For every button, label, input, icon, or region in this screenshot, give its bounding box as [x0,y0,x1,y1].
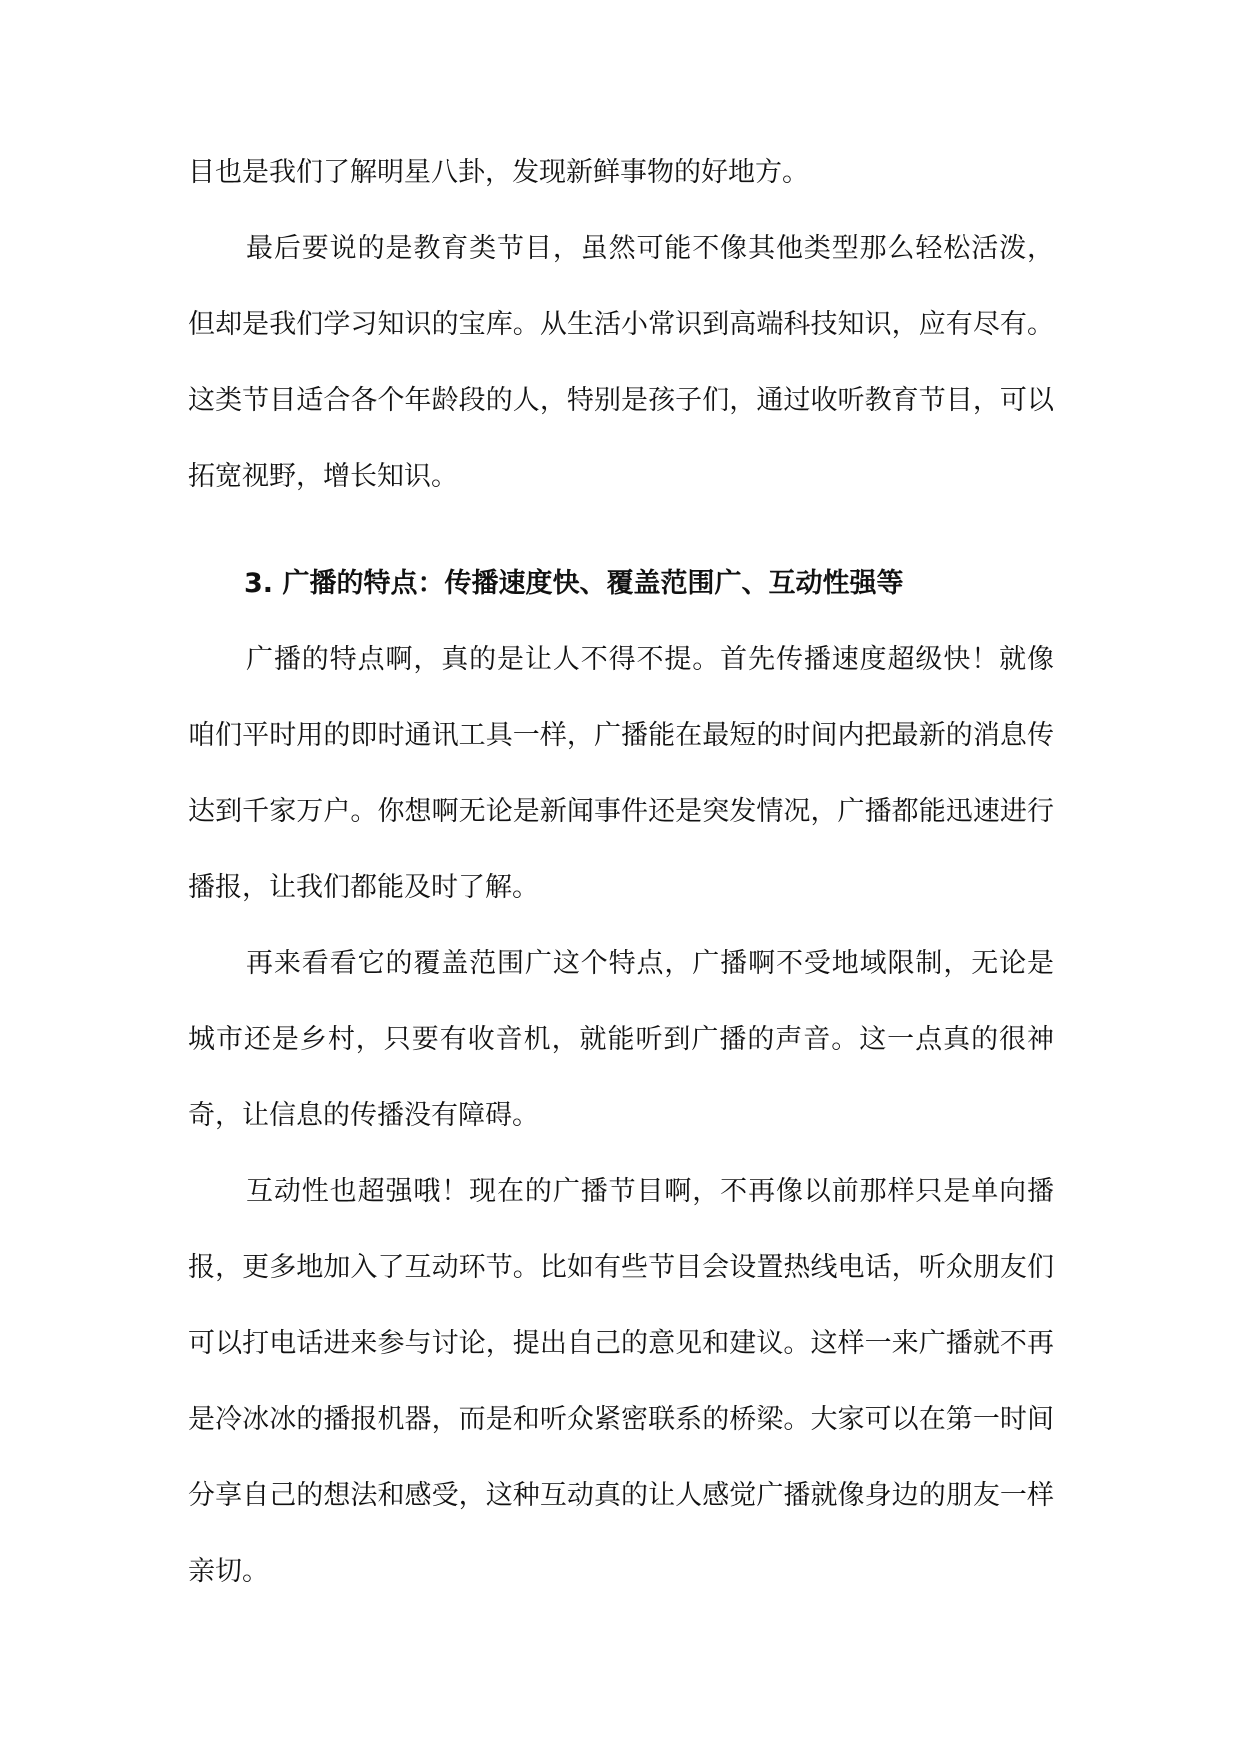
paragraph-continued: 目也是我们了解明星八卦，发现新鲜事物的好地方。 [188,157,809,188]
body-text-lower [188,622,1054,1610]
paragraph-interactivity: 互动性也超强哦！现在的广播节目啊，不再像以前那样只是单向播报，更多地加入了互动环节。比如有些节目会设置热线电话，听众朋友们可以打电话进来参与讨论，提出自己的意见和建议。这样一来广播就不再是冷冰冰的播报机器，而是和听众紧密联系的桥梁。大家可以在第一时间分享自己的想法和感受，这种互动真的让人感觉广播就像身边的朋友一样亲切。 [188,1176,1054,1587]
paragraph-speed: 广播的特点啊，真的是让人不得不提。首先传播速度超级快！就像咱们平时用的即时通讯工具一样，广播能在最短的时间内把最新的消息传达到千家万户。你想啊无论是新闻事件还是突发情况，广播都能迅速进行播报，让我们都能及时了解。 [188,644,1054,903]
body-text-upper [188,135,1054,515]
paragraph-education-programs: 最后要说的是教育类节目，虽然可能不像其他类型那么轻松活泼，但却是我们学习知识的宝库。从生活小常识到高端科技知识，应有尽有。这类节目适合各个年龄段的人，特别是孩子们，通过收听教育节目，可以拓宽视野，增长知识。 [188,233,1054,492]
section-heading: 3. 广播的特点：传播速度快、覆盖范围广、互动性强等 [244,568,904,599]
paragraph-coverage: 再来看看它的覆盖范围广这个特点，广播啊不受地域限制，无论是城市还是乡村，只要有收音机，就能听到广播的声音。这一点真的很神奇，让信息的传播没有障碍。 [188,948,1054,1131]
